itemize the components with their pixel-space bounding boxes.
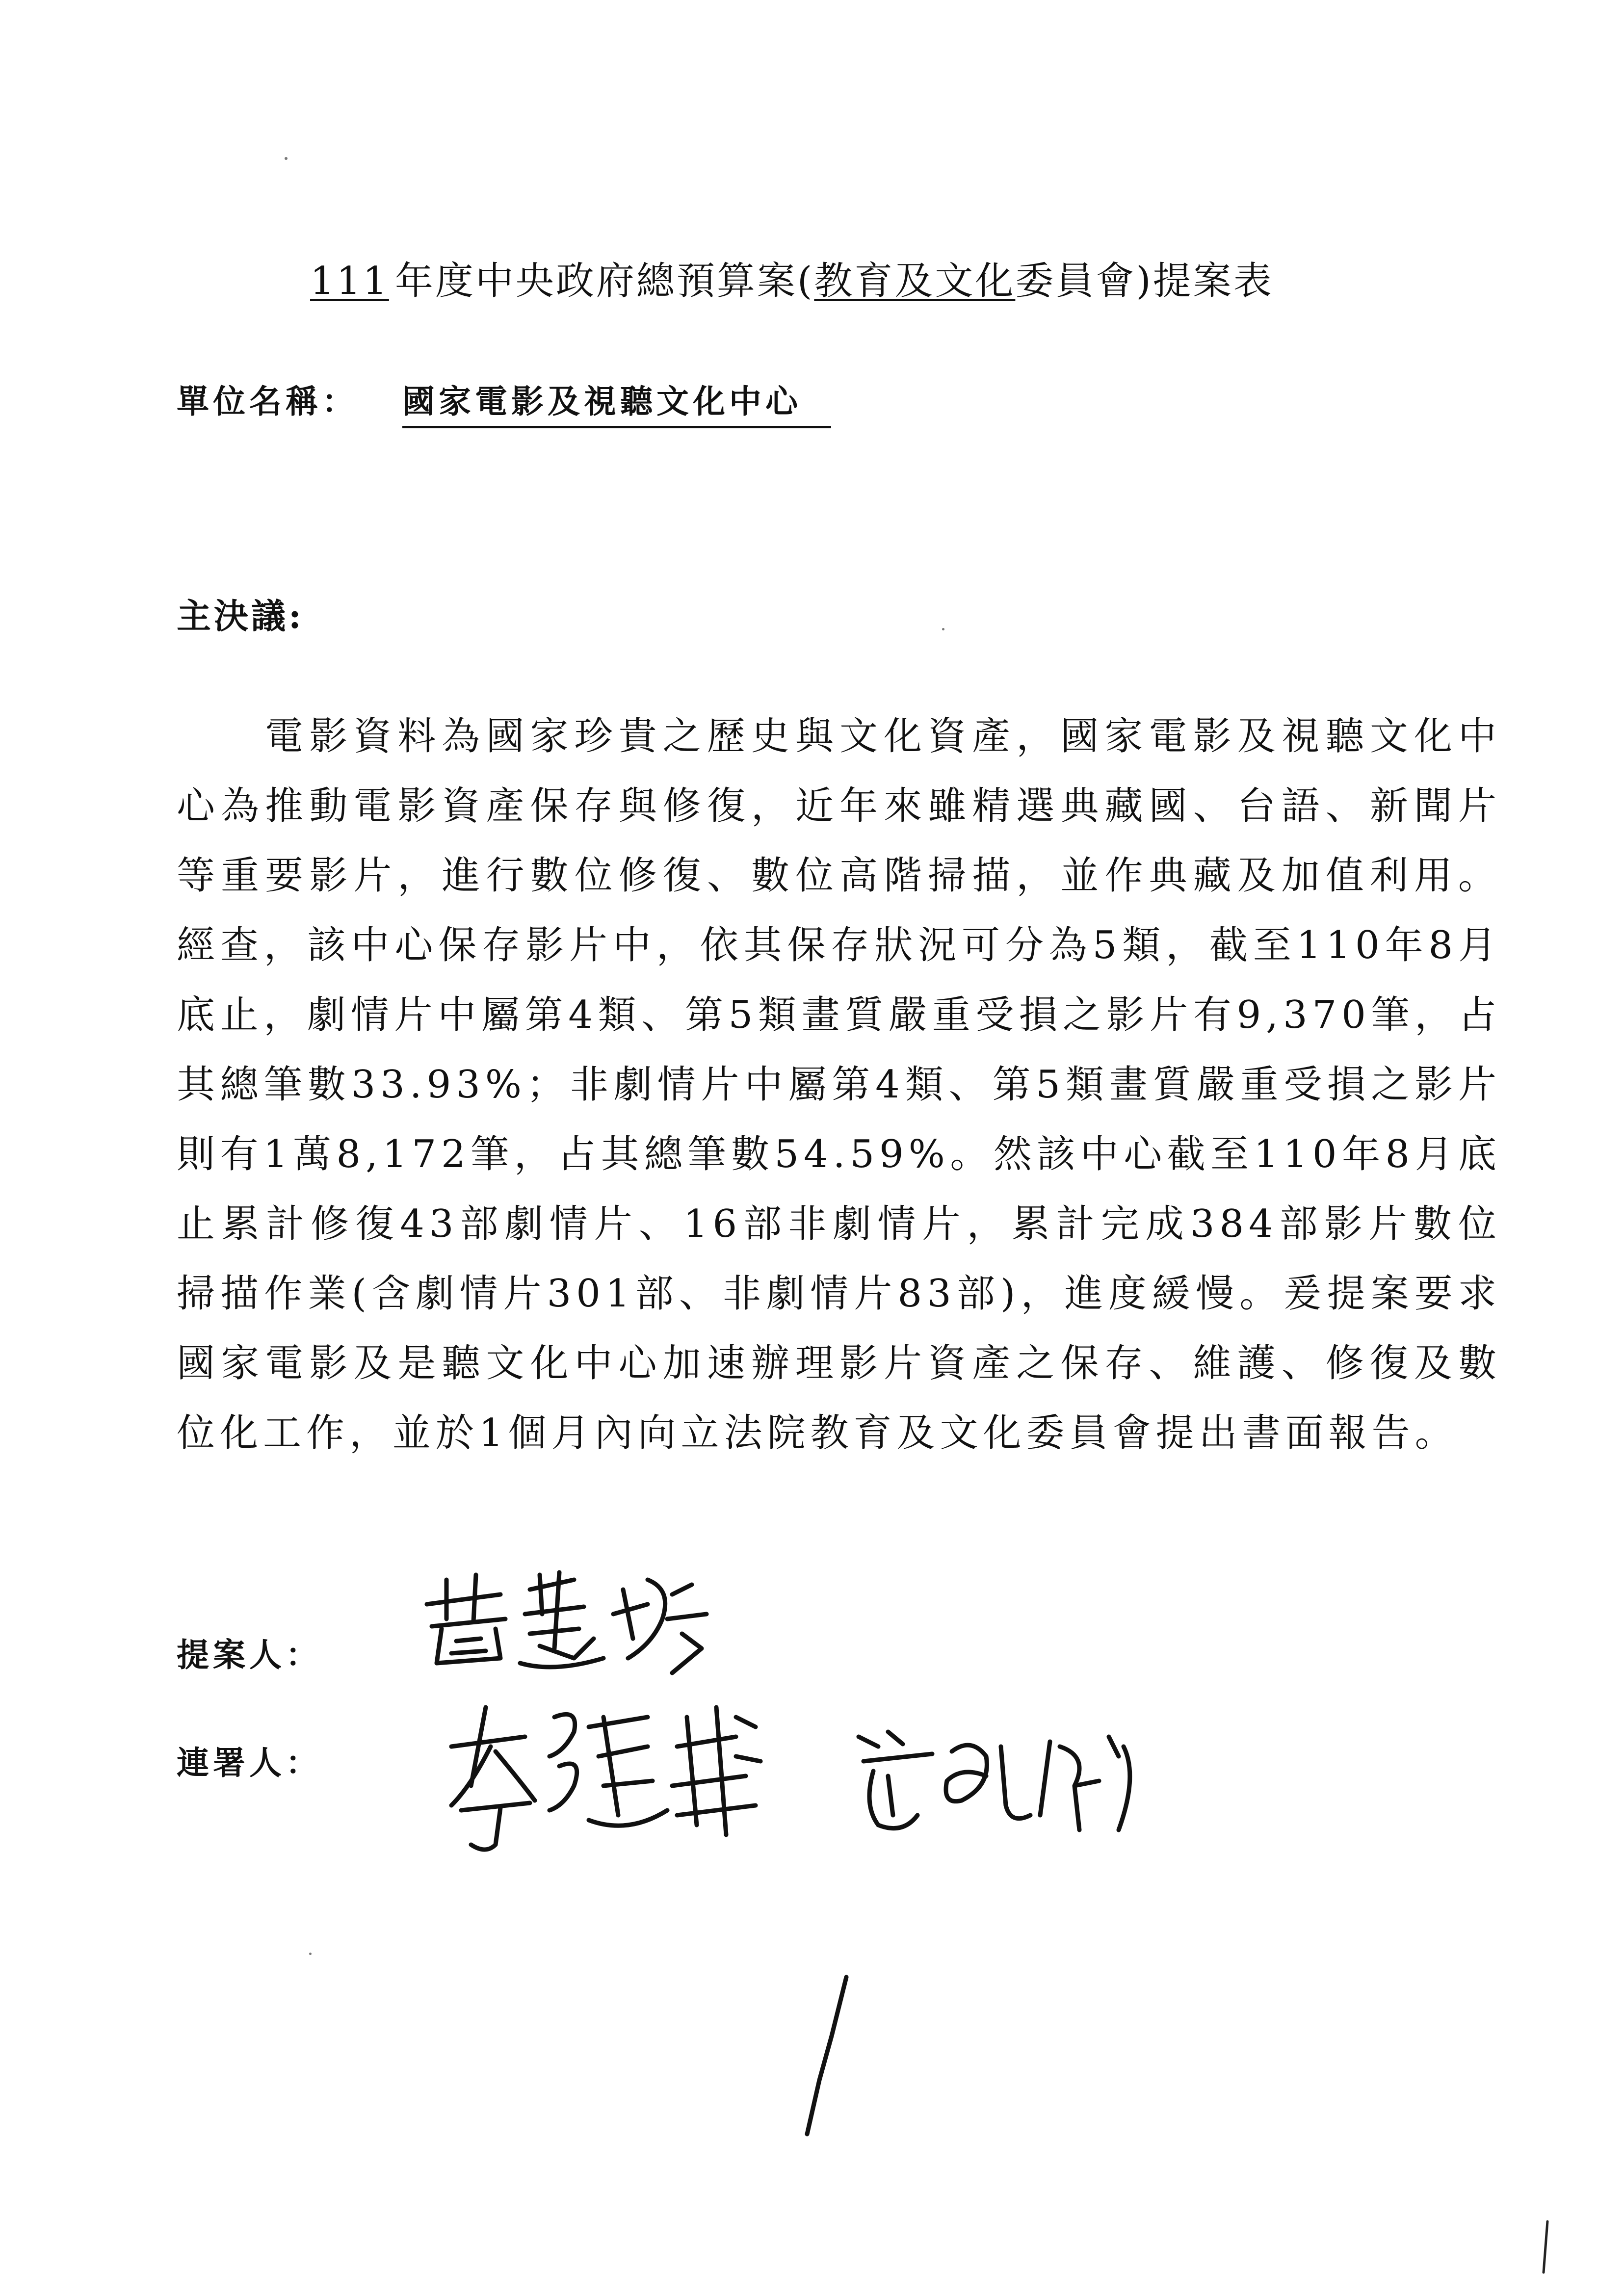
proposer-label: 提案人： <box>177 1636 322 1674</box>
cosigner-signature-1 <box>442 1688 795 1864</box>
page-title <box>304 250 1274 305</box>
scan-speck <box>309 1953 312 1955</box>
scan-speck <box>942 628 944 630</box>
proposer-signature <box>417 1560 721 1688</box>
corner-tick-mark <box>1536 2218 1555 2276</box>
title-end: 委員會)提案表 <box>1015 259 1274 303</box>
resolution-label: 主決議: <box>177 596 304 636</box>
resolution-body: 電影資料為國家珍貴之歷史與文化資產，國家電影及視聽文化中心為推動電影資產保存與修復，近年來雖精選典藏國、台語、新聞片等重要影片，進行數位修復、數位高階掃描，並作典藏及加值利用。經查，該中心保存影片中，依其保存狀況可分為5類，截至110年8月底止，劇情片中屬第4類、第5類畫質嚴重受損之影片有9,370筆，占其總筆數33.93%；非劇情片中屬第4類、第5類畫質嚴重受損之影片則有1萬8,172筆，占其總筆數54.59%。然該中心截至110年8月底止累計修復43部劇情片、16部非劇情片，累計完成384部影片數位掃描作業(含劇情片301部、非劇情片83部)，進度緩慢。爰提案要求國家電影及是聽文化中心加速辦理影片資產之保存、維護、修復及數位化工作，並於1個月內向立法院教育及文化委員會提出書面報告。 <box>177 714 1501 1455</box>
cosigner-label: 連署人： <box>177 1744 322 1782</box>
title-year: 111 <box>310 259 389 303</box>
unit-label: 單位名稱： <box>177 382 358 420</box>
title-committee: 教育及文化 <box>814 259 1016 303</box>
unit-value: 國家電影及視聽文化中心 <box>402 375 831 428</box>
title-main: 年度中央政府總預算案( <box>394 259 814 303</box>
scan-speck <box>285 157 288 160</box>
cosigner-signature-2 <box>844 1717 1148 1845</box>
pen-stroke-mark <box>795 1972 854 2139</box>
